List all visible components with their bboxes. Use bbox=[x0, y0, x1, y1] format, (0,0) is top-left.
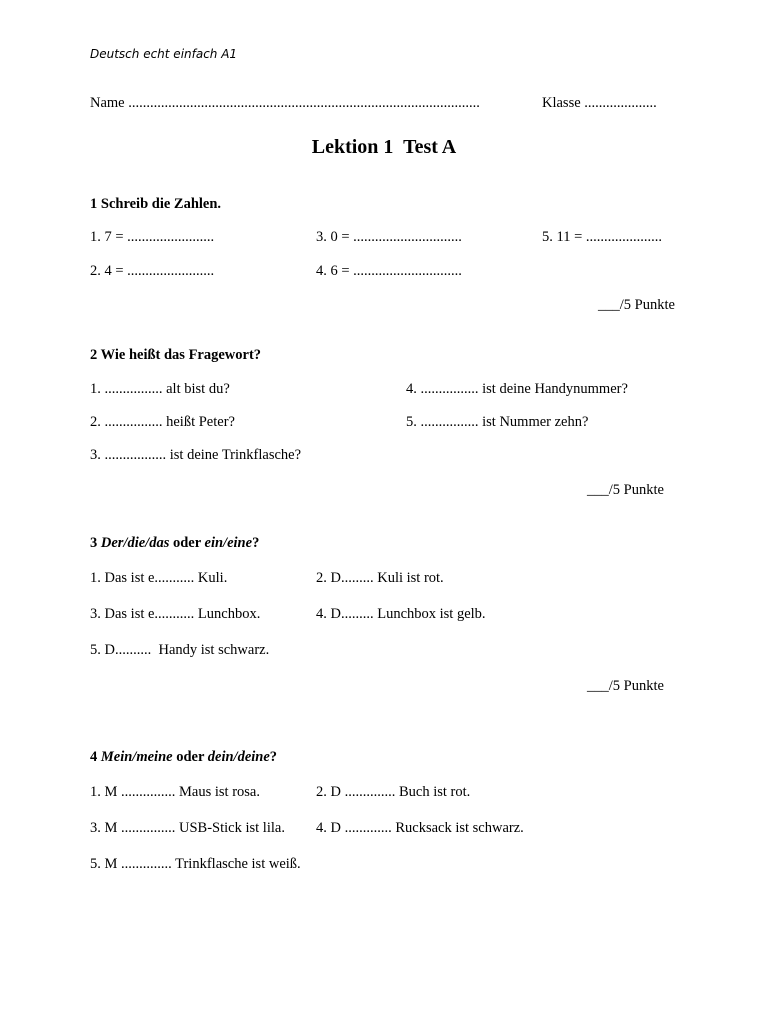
section2-item-2: 2. ................ heißt Peter? bbox=[90, 414, 235, 430]
section4-heading bbox=[90, 750, 277, 765]
section1-item-1: 1. 7 = ........................ bbox=[90, 229, 215, 245]
section1-item-3: 3. 0 = .............................. bbox=[316, 229, 462, 245]
section3-item-2: 2. D......... Kuli ist rot. bbox=[316, 570, 444, 586]
section1-heading: 1 Schreib die Zahlen. bbox=[90, 196, 222, 212]
section2-item-4: 4. ................ ist deine Handynummer? bbox=[406, 381, 628, 397]
section2-item-5: 5. ................ ist Nummer zehn? bbox=[406, 414, 589, 430]
section4-item-4: 4. D ............. Rucksack ist schwarz. bbox=[316, 820, 524, 836]
section3-item-1: 1. Das ist e........... Kuli. bbox=[90, 570, 228, 586]
section4-heading-number: 4 bbox=[90, 749, 101, 765]
section3-heading-mid: oder bbox=[169, 535, 205, 551]
document-header: Deutsch echt einfach A1 bbox=[90, 47, 238, 61]
section3-item-4: 4. D......... Lunchbox ist gelb. bbox=[316, 606, 486, 622]
section2-heading: 2 Wie heißt das Fragewort? bbox=[90, 347, 262, 363]
section1-score: ___/5 Punkte bbox=[598, 297, 675, 313]
section3-heading-number: 3 bbox=[90, 535, 101, 551]
klasse-field-line: Klasse .................... bbox=[542, 95, 657, 111]
section3-score: ___/5 Punkte bbox=[587, 678, 664, 694]
section4-heading-italic-2: dein/deine bbox=[207, 749, 270, 765]
section3-item-5: 5. D.......... Handy ist schwarz. bbox=[90, 642, 270, 658]
section4-item-5: 5. M .............. Trinkflasche ist weiß. bbox=[90, 856, 301, 872]
name-field-line: Name ................................................................................................. bbox=[90, 95, 480, 111]
section4-heading-mid: oder bbox=[172, 749, 208, 765]
section4-heading-italic-1: Mein/meine bbox=[100, 749, 173, 765]
page-title: Lektion 1 Test A bbox=[311, 136, 457, 158]
section4-item-3: 3. M ............... USB-Stick ist lila. bbox=[90, 820, 285, 836]
section2-score: ___/5 Punkte bbox=[587, 482, 664, 498]
section1-item-5: 5. 11 = ..................... bbox=[542, 229, 663, 245]
section4-heading-end: ? bbox=[269, 749, 278, 765]
section3-heading-italic-2: ein/eine bbox=[204, 535, 253, 551]
section3-item-3: 3. Das ist e........... Lunchbox. bbox=[90, 606, 261, 622]
section3-heading bbox=[90, 536, 259, 551]
section2-item-3: 3. ................. ist deine Trinkflasche? bbox=[90, 447, 302, 463]
section1-item-4: 4. 6 = .............................. bbox=[316, 263, 462, 279]
section4-item-2: 2. D .............. Buch ist rot. bbox=[316, 784, 471, 800]
section3-heading-italic-1: Der/die/das bbox=[100, 535, 170, 551]
section4-item-1: 1. M ............... Maus ist rosa. bbox=[90, 784, 260, 800]
section3-heading-end: ? bbox=[252, 535, 260, 551]
section2-item-1: 1. ................ alt bist du? bbox=[90, 381, 230, 397]
section1-item-2: 2. 4 = ........................ bbox=[90, 263, 215, 279]
